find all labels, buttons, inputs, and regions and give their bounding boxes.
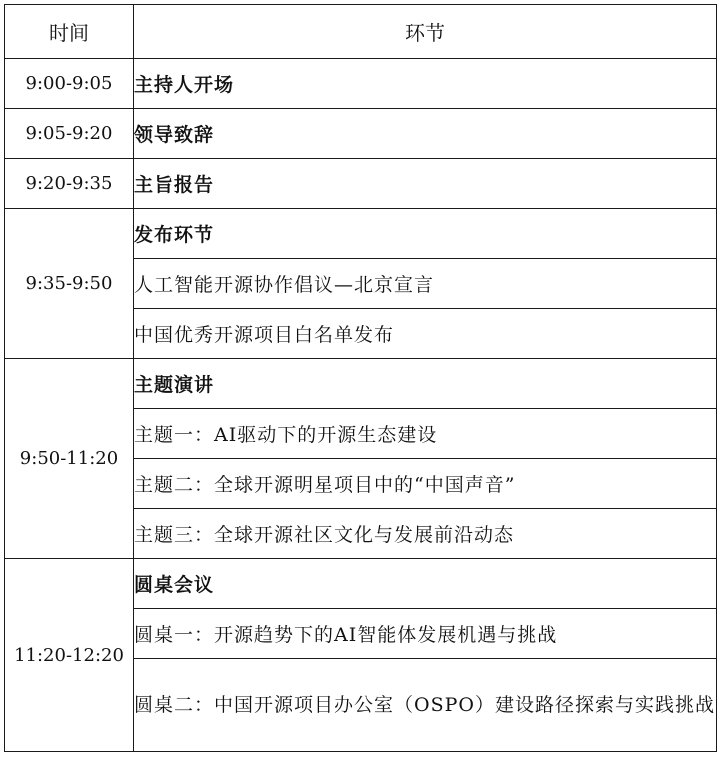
agenda-row-speech	[5, 109, 717, 159]
sub-item: 圆桌一：开源趋势下的AI智能体发展机遇与挑战	[134, 609, 717, 659]
agenda-table	[4, 4, 717, 752]
time-cell: 9:35-9:50	[5, 209, 134, 359]
sub-item: 主题二：全球开源明星项目中的“中国声音”	[134, 459, 717, 509]
time-column-header: 时间	[5, 5, 134, 59]
time-cell: 9:50-11:20	[5, 359, 134, 559]
agenda-row-opening	[5, 59, 717, 109]
time-cell: 9:05-9:20	[5, 109, 134, 159]
segment-title: 领导致辞	[134, 109, 717, 159]
segment-title: 主题演讲	[134, 359, 717, 409]
sub-item: 主题一：AI驱动下的开源生态建设	[134, 409, 717, 459]
segment-column-header: 环节	[134, 5, 717, 59]
segment-title: 圆桌会议	[134, 559, 717, 609]
agenda-row-talks	[5, 359, 717, 409]
time-cell: 9:20-9:35	[5, 159, 134, 209]
segment-title: 发布环节	[134, 209, 717, 259]
agenda-row-release	[5, 209, 717, 259]
header-row	[5, 5, 717, 59]
time-cell: 9:00-9:05	[5, 59, 134, 109]
sub-item: 圆桌二：中国开源项目办公室（OSPO）建设路径探索与实践挑战	[134, 659, 717, 752]
agenda-row-roundtable	[5, 559, 717, 609]
time-cell: 11:20-12:20	[5, 559, 134, 752]
sub-item: 主题三：全球开源社区文化与发展前沿动态	[134, 509, 717, 559]
segment-title: 主旨报告	[134, 159, 717, 209]
sub-item: 人工智能开源协作倡议—北京宣言	[134, 259, 717, 309]
segment-title: 主持人开场	[134, 59, 717, 109]
sub-item: 中国优秀开源项目白名单发布	[134, 309, 717, 359]
agenda-row-keynote	[5, 159, 717, 209]
